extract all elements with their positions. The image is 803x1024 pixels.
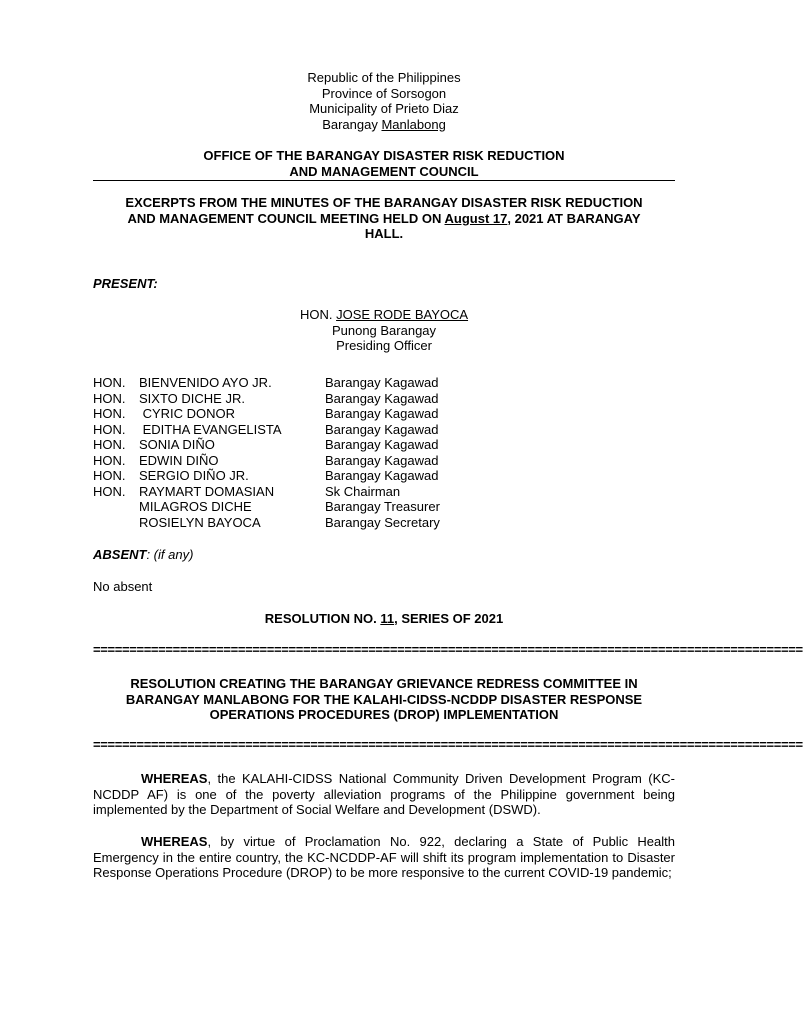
attendee-name: ROSIELYN BAYOCA xyxy=(139,514,261,530)
attendee-name: SERGIO DIÑO JR. xyxy=(139,468,249,483)
attendee-row xyxy=(93,437,593,453)
presiding-officer-name: JOSE RODE BAYOCA xyxy=(336,307,469,322)
attendee-name: EDITHA EVANGELISTA xyxy=(139,421,282,437)
header-divider xyxy=(93,180,675,181)
separator-top: ================================================================================================== xyxy=(93,642,803,657)
attendee-position: Barangay Kagawad xyxy=(325,390,439,406)
attendee-honorific: HON. xyxy=(93,468,126,483)
attendee-row xyxy=(93,484,593,500)
office-title: OFFICE OF THE BARANGAY DISASTER RISK REDUCTION AND MANAGEMENT COUNCIL xyxy=(203,148,565,179)
attendee-row xyxy=(93,406,593,422)
present-label: PRESENT: xyxy=(93,276,158,291)
whereas-clause-1: WHEREAS, the KALAHI-CIDSS National Community Driven Development Program (KC-NCDDP AF) is one of the poverty alleviation programs of the Philippine government being implemented by the Department of Social Welfare and Development (DSWD). xyxy=(93,771,675,817)
resolution-number: 11 xyxy=(380,611,395,626)
attendee-position: Barangay Kagawad xyxy=(325,468,439,483)
presiding-officer-role: Presiding Officer xyxy=(336,338,432,353)
attendee-row xyxy=(93,515,593,531)
attendance-list xyxy=(93,375,593,530)
meeting-date: August 17 xyxy=(444,210,508,226)
attendee-name: SONIA DIÑO xyxy=(139,437,215,452)
attendee-honorific: HON. xyxy=(93,437,126,452)
attendee-row xyxy=(93,453,593,469)
attendee-honorific: HON. xyxy=(93,483,126,499)
attendee-position: Barangay Kagawad xyxy=(325,375,439,390)
attendee-position: Sk Chairman xyxy=(325,483,401,499)
attendee-row xyxy=(93,499,593,515)
absent-line: ABSENT: (if any) xyxy=(93,547,194,562)
barangay-line: Barangay Manlabong xyxy=(322,116,446,132)
letterhead xyxy=(184,70,584,132)
attendee-row xyxy=(93,468,593,484)
resolution-title: RESOLUTION CREATING THE BARANGAY GRIEVANCE REDRESS COMMITTEE IN BARANGAY MANLABONG FOR THE KALAHI-CIDSS-NCDDP DISASTER RESPONSE OPERATIONS PROCEDURES (DROP) IMPLEMENTATION xyxy=(125,676,643,722)
attendee-row xyxy=(93,391,593,407)
attendee-name: MILAGROS DICHE xyxy=(139,499,252,514)
attendee-position: Barangay Secretary xyxy=(325,514,440,530)
attendee-name: CYRIC DONOR xyxy=(139,406,236,421)
attendee-position: Barangay Treasurer xyxy=(325,499,440,514)
attendee-honorific: HON. xyxy=(93,390,126,406)
barangay-name: Manlabong xyxy=(381,116,446,132)
attendee-position: Barangay Kagawad xyxy=(325,421,439,437)
excerpt-heading: EXCERPTS FROM THE MINUTES OF THE BARANGAY DISASTER RISK REDUCTION AND MANAGEMENT COUNCIL MEETING HELD ON August 17, 2021 AT BARANGAY HALL. xyxy=(125,195,643,241)
republic-line: Republic of the Philippines xyxy=(307,70,461,85)
absent-value: No absent xyxy=(93,579,153,594)
attendee-row xyxy=(93,375,593,391)
resolution-number-line: RESOLUTION NO. 11, SERIES OF 2021 xyxy=(264,611,504,626)
attendee-name: SIXTO DICHE JR. xyxy=(139,390,245,406)
attendee-position: Barangay Kagawad xyxy=(325,437,439,452)
attendee-honorific: HON. xyxy=(93,452,126,468)
attendee-name: EDWIN DIÑO xyxy=(139,452,219,468)
attendee-honorific: HON. xyxy=(93,406,126,421)
municipality-line: Municipality of Prieto Diaz xyxy=(309,101,459,116)
attendee-row xyxy=(93,422,593,438)
presiding-officer-title: Punong Barangay xyxy=(331,322,437,338)
presiding-officer-block: HON. JOSE RODE BAYOCA Punong Barangay Presiding Officer xyxy=(234,307,534,354)
attendee-name: RAYMART DOMASIAN xyxy=(139,483,275,499)
separator-bottom: ================================================================================================== xyxy=(93,737,803,752)
attendee-honorific: HON. xyxy=(93,375,126,390)
attendee-name: BIENVENIDO AYO JR. xyxy=(139,375,272,390)
attendee-position: Barangay Kagawad xyxy=(325,452,439,468)
whereas-clause-2: WHEREAS, by virtue of Proclamation No. 922, declaring a State of Public Health Emergency in the entire country, the KC-NCDDP-AF will shift its program implementation to Disaster Response Operations Procedure (DROP) to be more responsive to the current COVID-19 pandemic; xyxy=(93,834,675,880)
attendee-position: Barangay Kagawad xyxy=(325,406,439,421)
province-line: Province of Sorsogon xyxy=(321,85,447,101)
attendee-honorific: HON. xyxy=(93,421,126,437)
